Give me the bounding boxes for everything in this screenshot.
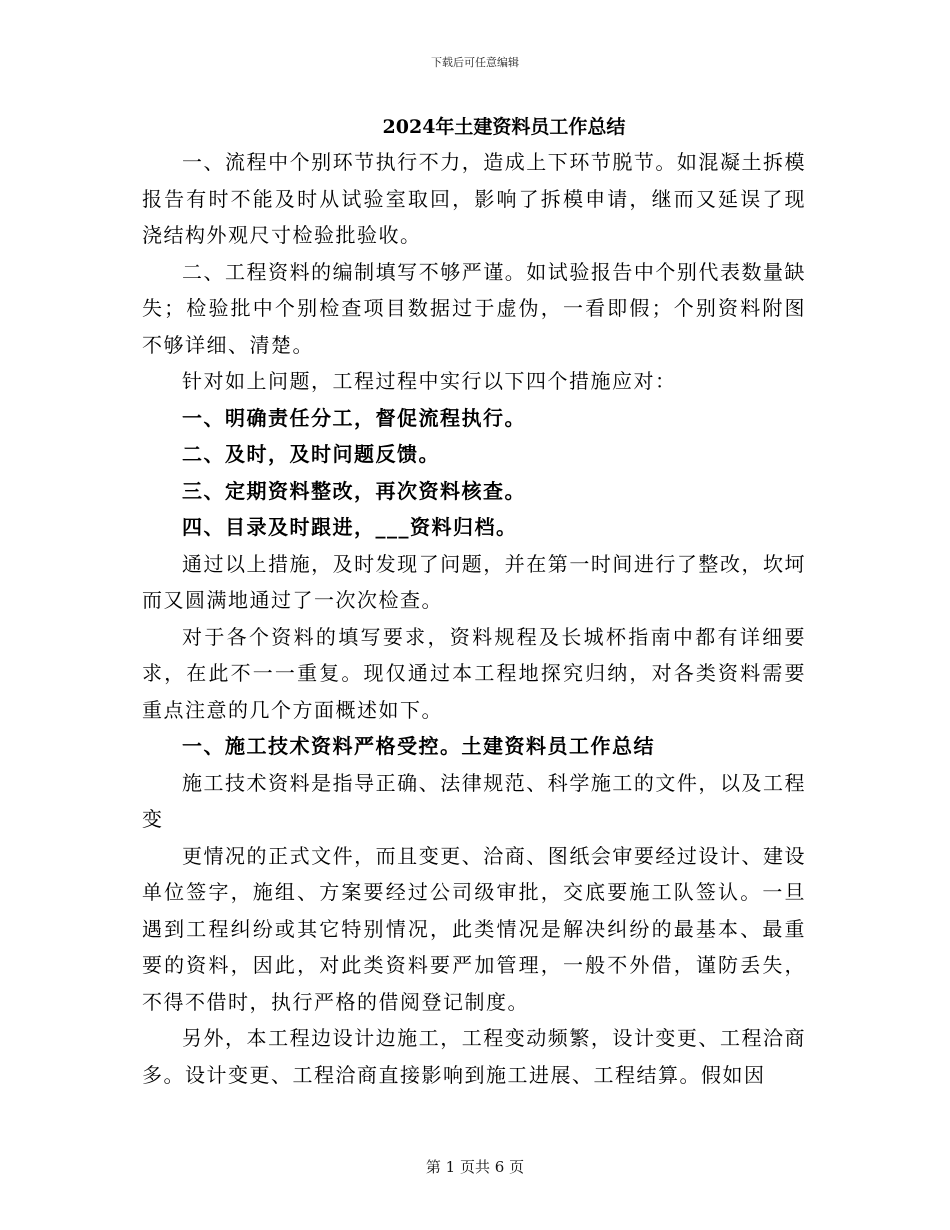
- bold-paragraph: 四、目录及时跟进，___资料归档。: [182, 515, 518, 539]
- page-number: 第 1 页共 6 页: [425, 1158, 525, 1176]
- paragraph: 一、流程中个别环节执行不力，造成上下环节脱节。如混凝土拆模报告有时不能及时从试验室取回，影响了拆模申请，继而又延误了现浇结构外观尺寸检验批验收。: [142, 150, 806, 247]
- paragraph: 对于各个资料的填写要求，资料规程及长城杯指南中都有详细要求，在此不一一重复。现仅通过本工程地探究归纳，对各类资料需要重点注意的几个方面概述如下。: [142, 624, 806, 722]
- paragraph: 另外，本工程边设计边施工，工程变动频繁，设计变更、工程洽商多。设计变更、工程洽商直接影响到施工进展、工程结算。假如因: [142, 1026, 806, 1087]
- document-title: 2024年土建资料员工作总结: [382, 116, 626, 138]
- paragraph: 更情况的正式文件，而且变更、洽商、图纸会审要经过设计、建设单位签字，施组、方案要经过公司级审批，交底要施工队签认。一旦遇到工程纠纷或其它特别情况，此类情况是解决纠纷的最基本、最重要的资料，因此，对此类资料要严加管理，一般不外借，谨防丢失，不得不借时，执行严格的借阅登记制度。: [142, 843, 806, 1014]
- header-note: 下载后可任意编辑: [431, 56, 519, 69]
- paragraph: 二、工程资料的编制填写不够严谨。如试验报告中个别代表数量缺失；检验批中个别检查项目数据过于虚伪，一看即假；个别资料附图不够详细、清楚。: [142, 259, 806, 357]
- bold-paragraph: 一、施工技术资料严格受控。土建资料员工作总结: [182, 734, 655, 758]
- paragraph: 通过以上措施，及时发现了问题，并在第一时间进行了整改，坎坷而又圆满地通过了一次次检查。: [142, 551, 806, 612]
- bold-paragraph: 三、定期资料整改，再次资料核查。: [182, 478, 526, 503]
- paragraph: 施工技术资料是指导正确、法律规范、科学施工的文件，以及工程变: [142, 770, 806, 831]
- paragraph-list: [142, 144, 806, 1093]
- bold-paragraph: 二、及时，及时问题反馈。: [182, 442, 440, 466]
- bold-paragraph: 一、明确责任分工，督促流程执行。: [182, 405, 526, 430]
- paragraph: 针对如上问题，工程过程中实行以下四个措施应对：: [182, 369, 677, 393]
- document-body: [142, 112, 806, 1093]
